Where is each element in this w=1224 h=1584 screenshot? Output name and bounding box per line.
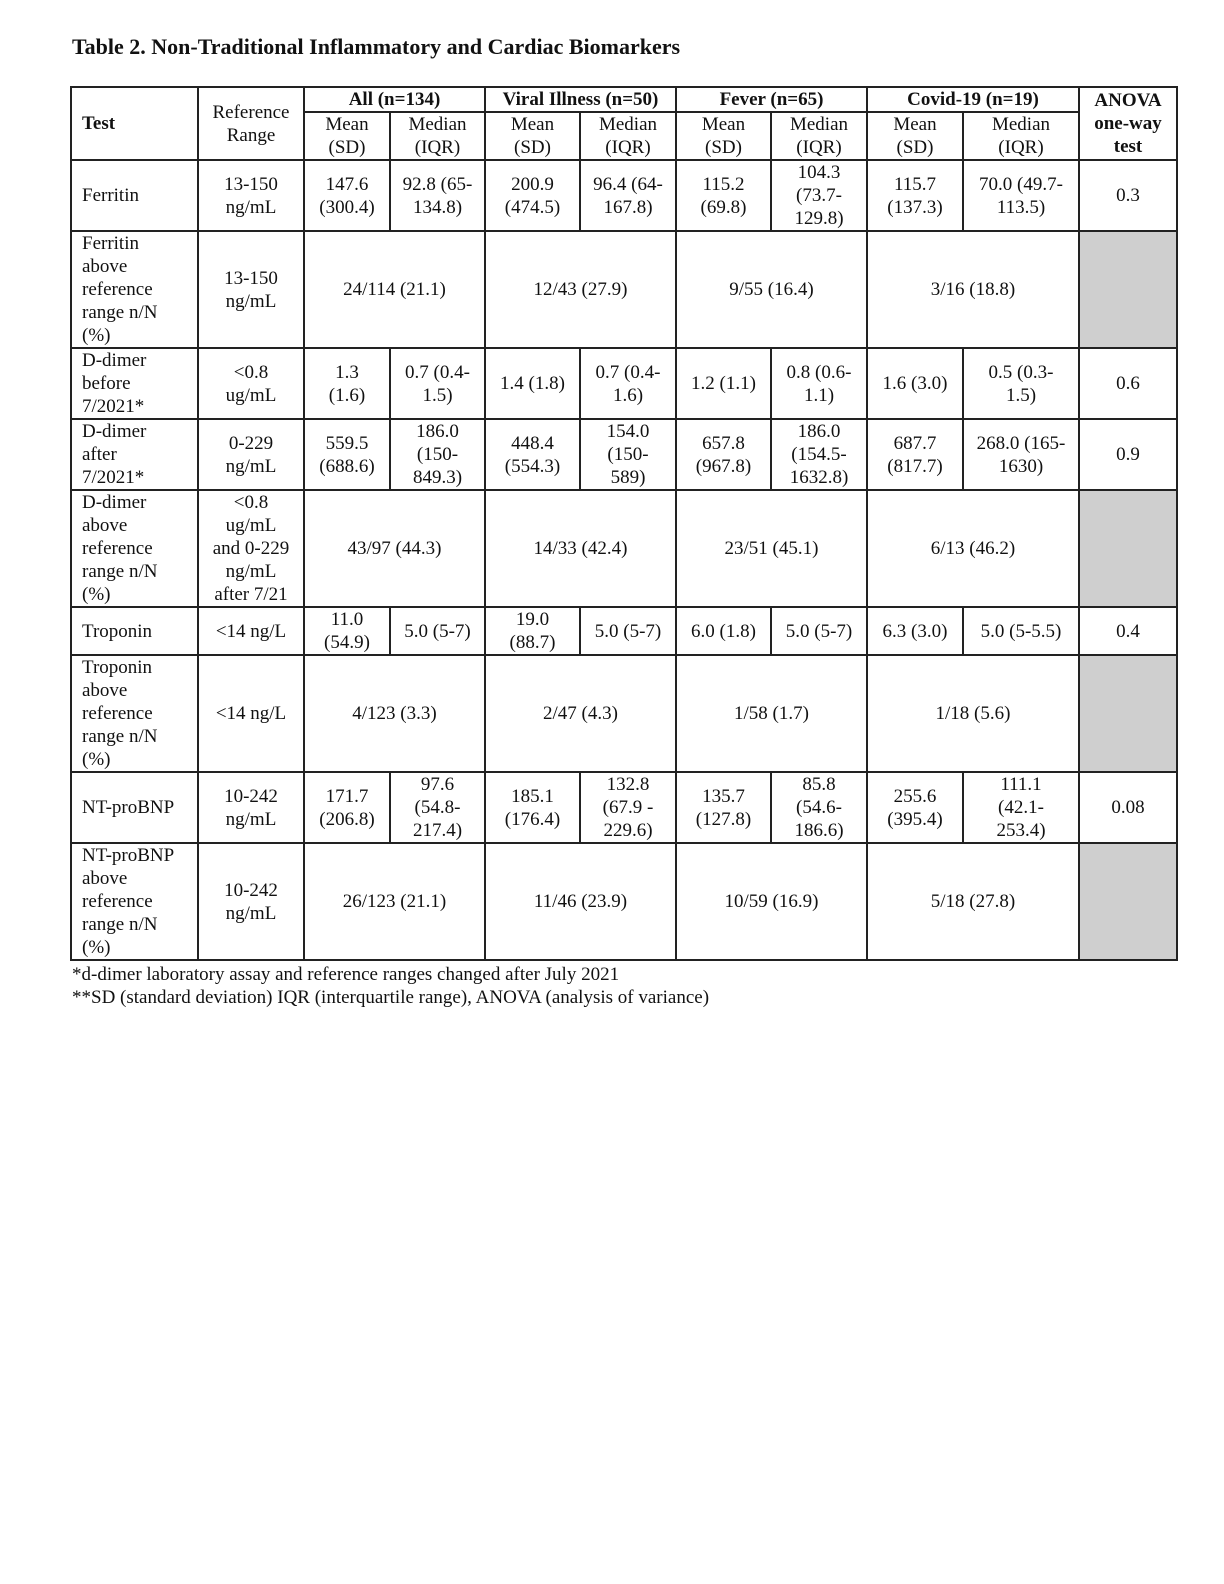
cell-covid-median: 0.5 (0.3- 1.5) bbox=[963, 348, 1079, 419]
cell-viral-median: 5.0 (5-7) bbox=[580, 607, 676, 655]
cell-covid-proportion: 3/16 (18.8) bbox=[867, 231, 1079, 348]
cell-viral-mean: 19.0 (88.7) bbox=[485, 607, 580, 655]
cell-all-proportion: 4/123 (3.3) bbox=[304, 655, 485, 772]
row-reference-range: <0.8 ug/mL and 0-229 ng/mL after 7/21 bbox=[198, 490, 304, 607]
header-mean: Mean (SD) bbox=[485, 112, 580, 160]
header-group-row bbox=[71, 87, 1177, 112]
row-test-label: Ferritin bbox=[71, 160, 198, 231]
cell-fever-mean: 115.2 (69.8) bbox=[676, 160, 771, 231]
header-median: Median (IQR) bbox=[580, 112, 676, 160]
cell-fever-proportion: 10/59 (16.9) bbox=[676, 843, 867, 960]
cell-viral-mean: 1.4 (1.8) bbox=[485, 348, 580, 419]
cell-covid-proportion: 1/18 (5.6) bbox=[867, 655, 1079, 772]
cell-fever-median: 85.8 (54.6- 186.6) bbox=[771, 772, 867, 843]
table-row bbox=[71, 348, 1177, 419]
footnotes bbox=[72, 963, 709, 1009]
cell-anova: 0.08 bbox=[1079, 772, 1177, 843]
row-test-label: Ferritin above reference range n/N (%) bbox=[71, 231, 198, 348]
cell-covid-median: 268.0 (165- 1630) bbox=[963, 419, 1079, 490]
cell-viral-proportion: 2/47 (4.3) bbox=[485, 655, 676, 772]
header-median: Median (IQR) bbox=[963, 112, 1079, 160]
cell-covid-mean: 6.3 (3.0) bbox=[867, 607, 963, 655]
footnote-d-dimer: *d-dimer laboratory assay and reference ranges changed after July 2021 bbox=[72, 964, 620, 985]
table-row bbox=[71, 772, 1177, 843]
cell-fever-proportion: 1/58 (1.7) bbox=[676, 655, 867, 772]
footnote-abbreviations: **SD (standard deviation) IQR (interquartile range), ANOVA (analysis of variance) bbox=[72, 987, 710, 1008]
cell-all-median: 92.8 (65- 134.8) bbox=[390, 160, 485, 231]
cell-all-mean: 11.0 (54.9) bbox=[304, 607, 390, 655]
row-test-label: Troponin bbox=[71, 607, 198, 655]
row-reference-range: 10-242 ng/mL bbox=[198, 772, 304, 843]
cell-viral-proportion: 11/46 (23.9) bbox=[485, 843, 676, 960]
table-row bbox=[71, 160, 1177, 231]
cell-all-mean: 147.6 (300.4) bbox=[304, 160, 390, 231]
cell-all-mean: 171.7 (206.8) bbox=[304, 772, 390, 843]
table-row bbox=[71, 490, 1177, 607]
cell-anova: 0.3 bbox=[1079, 160, 1177, 231]
cell-viral-mean: 200.9 (474.5) bbox=[485, 160, 580, 231]
cell-anova-empty bbox=[1079, 490, 1177, 607]
cell-all-median: 5.0 (5-7) bbox=[390, 607, 485, 655]
cell-fever-median: 186.0 (154.5- 1632.8) bbox=[771, 419, 867, 490]
cell-viral-proportion: 12/43 (27.9) bbox=[485, 231, 676, 348]
cell-all-mean: 1.3 (1.6) bbox=[304, 348, 390, 419]
cell-viral-median: 96.4 (64- 167.8) bbox=[580, 160, 676, 231]
header-reference-range: Reference Range bbox=[198, 87, 304, 160]
cell-all-proportion: 26/123 (21.1) bbox=[304, 843, 485, 960]
row-reference-range: 13-150 ng/mL bbox=[198, 231, 304, 348]
row-reference-range: <0.8 ug/mL bbox=[198, 348, 304, 419]
cell-all-median: 186.0 (150- 849.3) bbox=[390, 419, 485, 490]
cell-covid-median: 111.1 (42.1- 253.4) bbox=[963, 772, 1079, 843]
cell-all-mean: 559.5 (688.6) bbox=[304, 419, 390, 490]
row-reference-range: <14 ng/L bbox=[198, 655, 304, 772]
cell-covid-mean: 255.6 (395.4) bbox=[867, 772, 963, 843]
table-row bbox=[71, 231, 1177, 348]
cell-anova-empty bbox=[1079, 843, 1177, 960]
cell-covid-median: 70.0 (49.7- 113.5) bbox=[963, 160, 1079, 231]
table-row bbox=[71, 843, 1177, 960]
row-reference-range: 10-242 ng/mL bbox=[198, 843, 304, 960]
row-test-label: NT-proBNP bbox=[71, 772, 198, 843]
cell-fever-median: 0.8 (0.6- 1.1) bbox=[771, 348, 867, 419]
cell-fever-proportion: 23/51 (45.1) bbox=[676, 490, 867, 607]
cell-anova-empty bbox=[1079, 655, 1177, 772]
header-group-covid: Covid-19 (n=19) bbox=[867, 87, 1079, 112]
row-reference-range: <14 ng/L bbox=[198, 607, 304, 655]
cell-viral-median: 0.7 (0.4- 1.6) bbox=[580, 348, 676, 419]
cell-covid-proportion: 6/13 (46.2) bbox=[867, 490, 1079, 607]
header-group-viral: Viral Illness (n=50) bbox=[485, 87, 676, 112]
cell-covid-median: 5.0 (5-5.5) bbox=[963, 607, 1079, 655]
cell-covid-mean: 1.6 (3.0) bbox=[867, 348, 963, 419]
row-test-label: D-dimer above reference range n/N (%) bbox=[71, 490, 198, 607]
cell-fever-mean: 135.7 (127.8) bbox=[676, 772, 771, 843]
cell-fever-median: 5.0 (5-7) bbox=[771, 607, 867, 655]
row-reference-range: 0-229 ng/mL bbox=[198, 419, 304, 490]
cell-all-proportion: 43/97 (44.3) bbox=[304, 490, 485, 607]
cell-fever-median: 104.3 (73.7- 129.8) bbox=[771, 160, 867, 231]
cell-fever-mean: 657.8 (967.8) bbox=[676, 419, 771, 490]
header-group-all: All (n=134) bbox=[304, 87, 485, 112]
cell-all-median: 97.6 (54.8- 217.4) bbox=[390, 772, 485, 843]
row-test-label: D-dimer after 7/2021* bbox=[71, 419, 198, 490]
row-test-label: Troponin above reference range n/N (%) bbox=[71, 655, 198, 772]
header-test: Test bbox=[71, 87, 198, 160]
biomarker-table bbox=[70, 86, 1178, 961]
header-mean: Mean (SD) bbox=[304, 112, 390, 160]
cell-viral-median: 154.0 (150- 589) bbox=[580, 419, 676, 490]
header-group-fever: Fever (n=65) bbox=[676, 87, 867, 112]
cell-viral-median: 132.8 (67.9 - 229.6) bbox=[580, 772, 676, 843]
cell-all-median: 0.7 (0.4- 1.5) bbox=[390, 348, 485, 419]
cell-anova: 0.9 bbox=[1079, 419, 1177, 490]
cell-anova-empty bbox=[1079, 231, 1177, 348]
cell-viral-mean: 185.1 (176.4) bbox=[485, 772, 580, 843]
header-median: Median (IQR) bbox=[771, 112, 867, 160]
header-mean: Mean (SD) bbox=[867, 112, 963, 160]
cell-fever-mean: 1.2 (1.1) bbox=[676, 348, 771, 419]
cell-anova: 0.4 bbox=[1079, 607, 1177, 655]
cell-anova: 0.6 bbox=[1079, 348, 1177, 419]
header-anova: ANOVA one-way test bbox=[1079, 87, 1177, 160]
row-reference-range: 13-150 ng/mL bbox=[198, 160, 304, 231]
row-test-label: D-dimer before 7/2021* bbox=[71, 348, 198, 419]
cell-covid-mean: 115.7 (137.3) bbox=[867, 160, 963, 231]
cell-fever-mean: 6.0 (1.8) bbox=[676, 607, 771, 655]
cell-viral-mean: 448.4 (554.3) bbox=[485, 419, 580, 490]
header-median: Median (IQR) bbox=[390, 112, 485, 160]
table-row bbox=[71, 419, 1177, 490]
table-row bbox=[71, 655, 1177, 772]
cell-covid-mean: 687.7 (817.7) bbox=[867, 419, 963, 490]
cell-fever-proportion: 9/55 (16.4) bbox=[676, 231, 867, 348]
cell-viral-proportion: 14/33 (42.4) bbox=[485, 490, 676, 607]
page-title: Table 2. Non-Traditional Inflammatory and Cardiac Biomarkers bbox=[72, 34, 681, 59]
cell-all-proportion: 24/114 (21.1) bbox=[304, 231, 485, 348]
cell-covid-proportion: 5/18 (27.8) bbox=[867, 843, 1079, 960]
row-test-label: NT-proBNP above reference range n/N (%) bbox=[71, 843, 198, 960]
table-row bbox=[71, 607, 1177, 655]
header-mean: Mean (SD) bbox=[676, 112, 771, 160]
